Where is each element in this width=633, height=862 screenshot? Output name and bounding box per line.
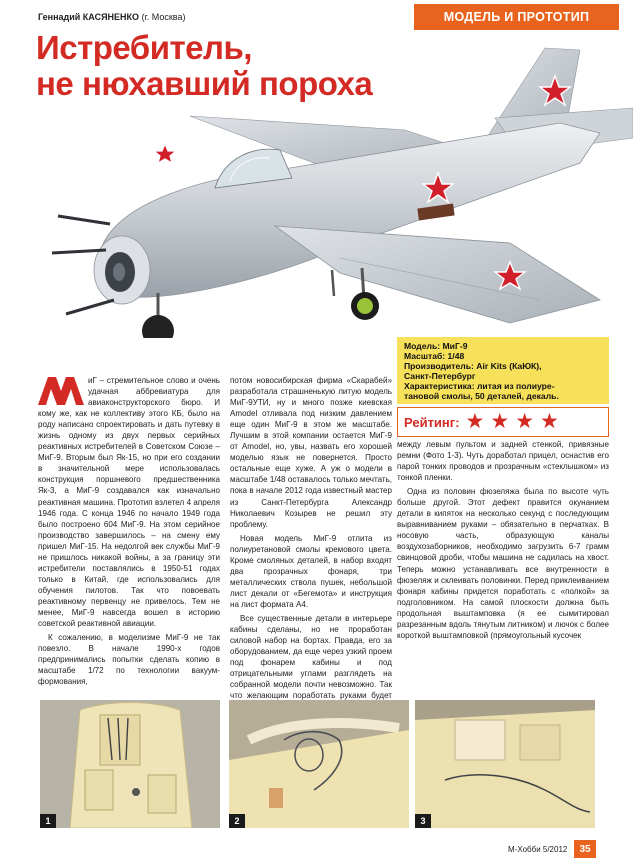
spec-model: Модель: МиГ-9 — [404, 341, 468, 351]
spec-char-2: тановой смолы, 50 деталей, декаль. — [404, 391, 559, 401]
star-icon: ★ — [465, 410, 485, 433]
paragraph: К сожалению, в моделизме МиГ-9 не так повезло. В начале 1990-х годов предпринимались попытки сделать копию в масштабе 1/72 по технологии вакуум-формования, — [38, 633, 220, 687]
star-icon: ★ — [540, 410, 559, 433]
rating-box — [397, 407, 609, 437]
author-name: Геннадий КАСЯНЕНКО — [38, 12, 140, 22]
star-icon: ★ — [490, 410, 510, 433]
rating-label: Рейтинг: — [404, 414, 460, 430]
author-city: (г. Москва) — [141, 12, 186, 22]
magazine-issue: М-Хобби 5/2012 — [508, 845, 568, 854]
title-line-2: не нюхавший пороха — [36, 65, 373, 102]
spec-maker-2: Санкт-Петербург — [404, 371, 476, 381]
paragraph: Все существенные детали в интерьере кабины сделаны, но не проработан силовой набор на бортах. Правда, его за оборудованием, да еще через узкий проем под фонарем кабины и под отрицательными углами разглядеть на собранной модели почти невозможно. Так что желающим поработать руками будет — [230, 613, 392, 701]
specs-box — [397, 337, 609, 404]
figure-number: 3 — [415, 814, 431, 828]
cockpit-photo — [40, 700, 220, 828]
paragraph-text: иГ – стремительное слово и очень удачная аббревиатура для авиаконструкторского бюро. И кому же, как не коллективу этого КБ, было на роду написано спроектировать и дать путевку в жизнь одному из двух первых серийных реактивных истребителей в Советском Союзе – МиГ-9. Вторым был Як-15, но при его создании в значительной мере использовалась конструкция поршневого предшественника Як-3, а МиГ-9 создавался как изначально реактивная машина. Прототип взлетел 4 апреля 1946 года. С конца 1946 по начало 1949 года было построено 604 МиГ-9. На этом серийное производство завершилось – на смену ему пришел МиГ-15. На недолгой век службы МиГ-9 не пришлось никакой войны, а за границу эти истребители поставлялись в 1950-51 годах только в Китай, где использовались для обучения пилотов. Так что повоевать реактивному первенцу не привелось. Тем не менее, МиГ-9 навсегда вошел в историю советской реактивной авиации. — [38, 376, 220, 629]
paragraph — [38, 375, 220, 629]
figure-number: 2 — [229, 814, 245, 828]
section-tag: МОДЕЛЬ И ПРОТОТИП — [414, 4, 619, 30]
paragraph: между левым пультом и задней стенкой, привязные ремни (Фото 1-3). Чуть доработал прицел, оснастив его парой тонких проводов и прозрачным «стеклышком» из тонкой пленки. — [397, 440, 609, 483]
cockpit-shelf-photo — [415, 700, 595, 828]
star-icon: ★ — [515, 410, 535, 433]
page-number: 35 — [574, 840, 596, 858]
gunsight-photo — [229, 700, 409, 828]
title-line-1: Истребитель, — [36, 29, 252, 66]
paragraph: Одна из половин фюзеляжа была по высоте чуть больше другой. Этот дефект правится окунанием детали в кипяток на несколько секунд с последующим выравниванием руками – обязательно в перчатках. В носовую часть, образующую каналы воздухозаборников, необходимо загрузить 6-7 грамм свинцовой дроби, чтобы машина не садилась на хвост. Теперь можно устанавливать все внутренности в фюзеляж и склеивать половинки. Перед приклеиванием фонаря кабины придется поработать с «полкой» за подголовником. На самой плоскости должна быть продольная выштамповка (я ее сымитировал разрезанным вдоль тянутым литником) и лючок с более короткой выштамповкой (прямоугольный кусочек — [397, 487, 609, 640]
spec-scale: Масштаб: 1/48 — [404, 351, 465, 361]
figure-number: 1 — [40, 814, 56, 828]
spec-char-1: Характеристика: литая из полиуре- — [404, 381, 555, 391]
author-line — [38, 12, 185, 22]
paragraph: Новая модель МиГ-9 отлита из полиуретановой смолы кремового цвета. Кроме смоляных деталей, в набор входят два прозрачных фонаря, три металлических ствола пушек, небольшой лист декали от «Бегемота» и инструкция на лист формата А4. — [230, 533, 392, 609]
text-column-3 — [397, 439, 609, 644]
spec-maker-1: Производитель: Air Kits (КаЮК), — [404, 361, 542, 371]
photo-3-cockpit-shelf — [415, 700, 595, 828]
text-column-1 — [38, 375, 220, 690]
paragraph: потом новосибирская фирма «Скарабей» разработала страшненькую литую модель МиГ-9УТИ, ну и много позже киевская Amodel отливала под низким давлением еще один МиГ-9 в этом же масштабе. Лучшим в этой компании остается МиГ-9 от Amodel, но, увы, назвать его хорошей моделью язык не повернется. Просто остальные еще хуже. А уж о модели в масштабе 1/48 оставалось только мечтать, пока в начале 2012 года известный мастер из Санкт-Петербурга Александр Николаевич Козырев не решил эту проблему. — [230, 376, 392, 529]
dropcap-logo — [38, 377, 84, 405]
photo-2-gunsight — [229, 700, 409, 828]
photo-1-cockpit — [40, 700, 220, 828]
rating-stars — [466, 411, 565, 433]
article-title — [36, 30, 466, 102]
text-column-2 — [230, 375, 392, 749]
